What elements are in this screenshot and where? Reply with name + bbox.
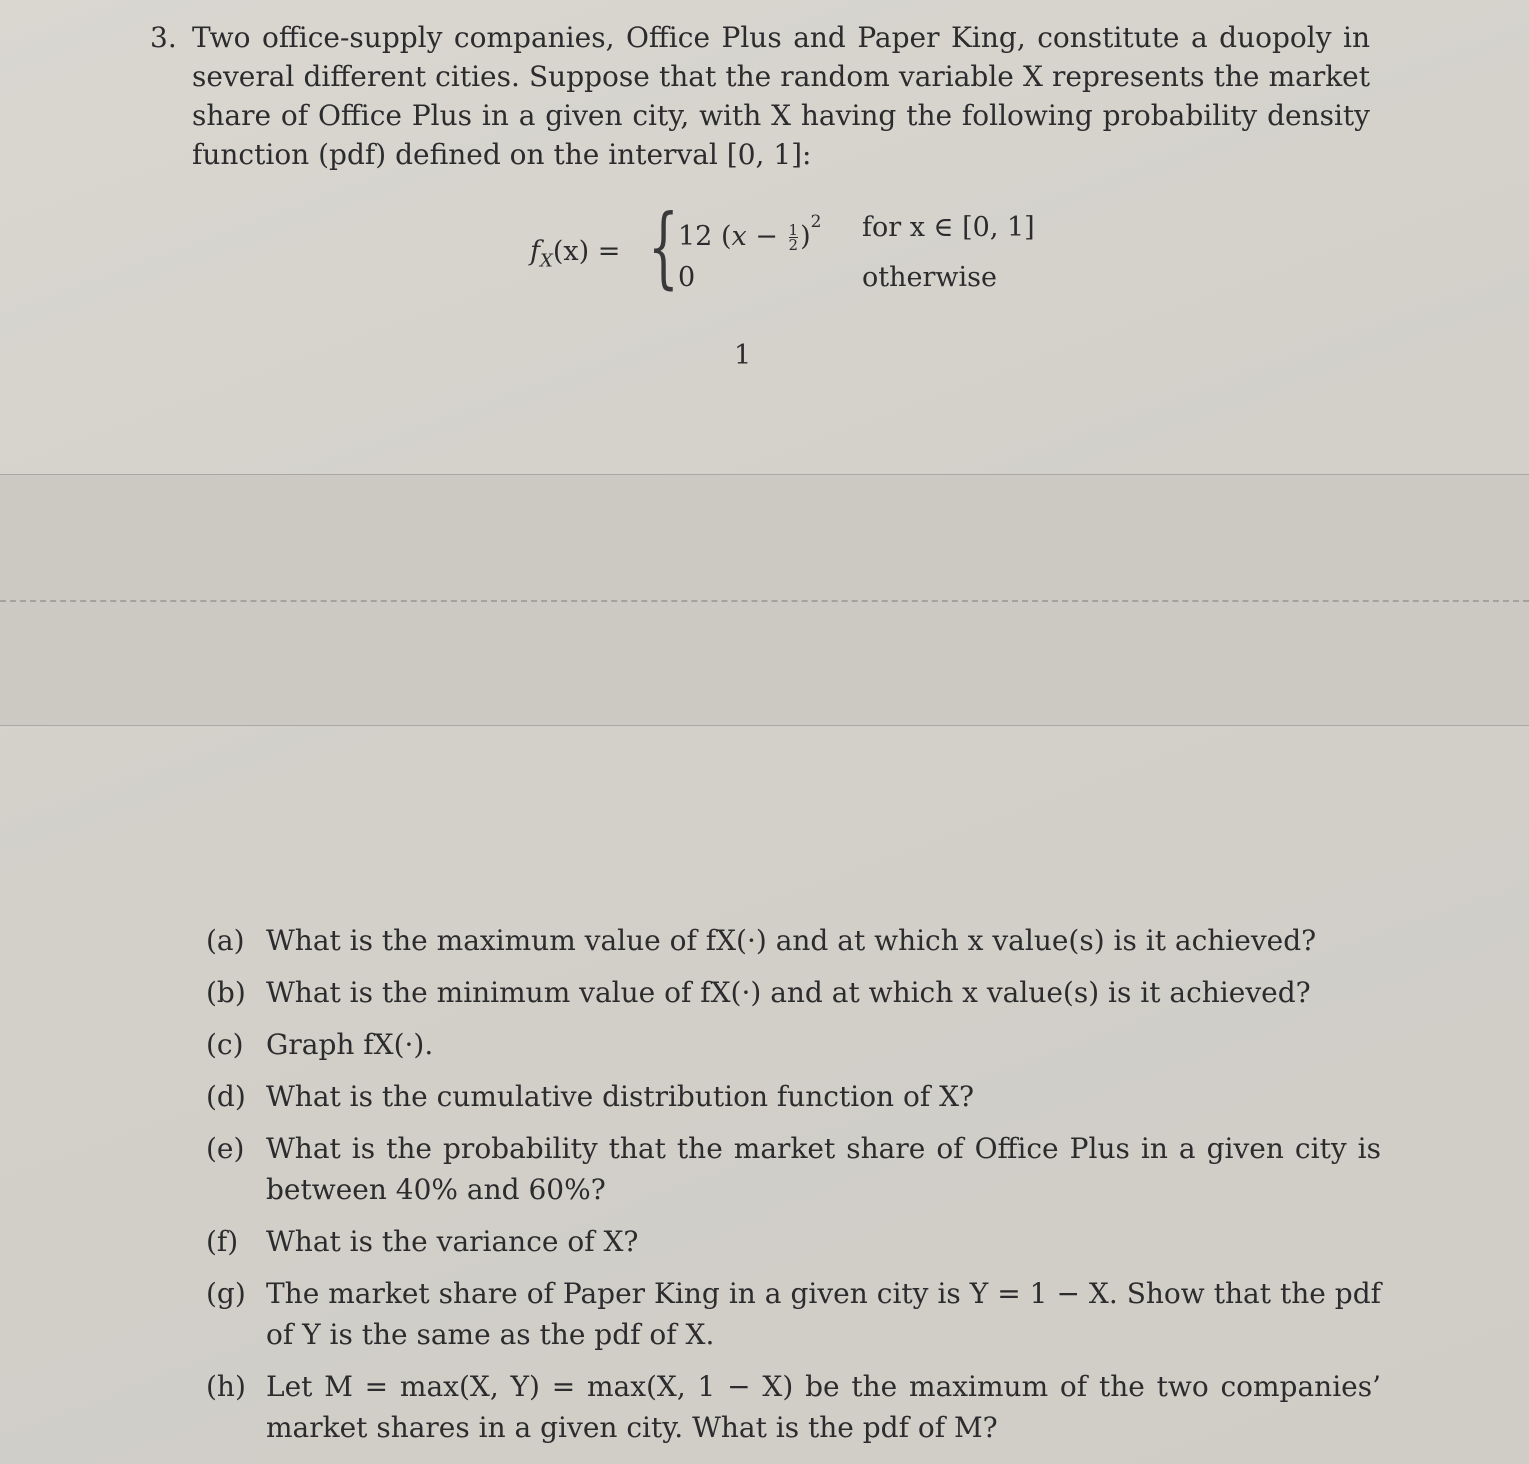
question-part: (a) What is the maximum value of fX(·) and at which x value(s) is it achieved? (206, 924, 1317, 957)
problem-text: Two office-supply companies, Office Plus and Paper King, constitute a duopoly in several different cities. Suppose that the random variable X represents the market share of Office Plus in a given city, with X having the following probability density function (pdf) defined on the interval [0, 1]: (192, 21, 1370, 171)
question-part: (b) What is the minimum value of fX(·) and at which x value(s) is it achieved? (206, 976, 1311, 1009)
problem-number: 3. (150, 21, 177, 54)
formula-case-2: 0 (678, 262, 696, 293)
page-number: 1 (734, 340, 752, 371)
formula-condition-2: otherwise (862, 262, 997, 293)
pdf-formula (530, 195, 1050, 300)
question-part: (e) What is the probability that the market share of Office Plus in a given city is between 40% and 60%? (206, 1132, 1381, 1206)
question-part: (d) What is the cumulative distribution function of X? (206, 1080, 975, 1113)
problem-statement (150, 18, 1370, 174)
question-parts (206, 920, 1381, 1459)
question-part: (f) What is the variance of X? (206, 1225, 639, 1258)
question-part: (g) The market share of Paper King in a given city is Y = 1 − X. Show that the pdf of Y is the same as the pdf of X. (206, 1277, 1381, 1351)
formula-case-1: 12 ($x - \frac{1}{2}$ )$^2$ (678, 212, 822, 254)
question-part: (h) Let M = max(X, Y) = max(X, 1 − X) be the maximum of the two companies’ market shares in a given city. What is the pdf of M? (206, 1370, 1381, 1444)
question-part: (c) Graph fX(·). (206, 1028, 434, 1061)
page-break-dashed-line (0, 600, 1529, 602)
formula-lhs: $f_X(x)$ = (530, 236, 621, 272)
left-brace: { (648, 195, 679, 298)
formula-condition-1: for x ∈ [0, 1] (862, 212, 1035, 243)
